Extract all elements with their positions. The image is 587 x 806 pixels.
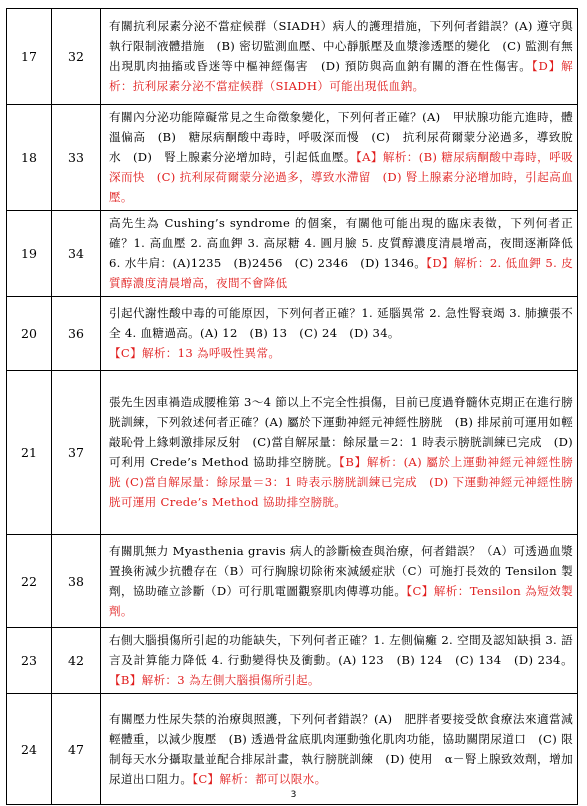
row-index: 21 [7,371,52,535]
answer-explanation: 【D】解析：2. 低血鉀 5. 皮質醇濃度清晨增高，夜間不會降低 [109,256,573,290]
row-index: 17 [7,9,52,105]
question-number: 37 [52,371,101,535]
answer-explanation: 【A】解析：(B) 糖尿病酮酸中毒時，呼吸深而快 (C) 抗利尿荷爾蒙分泌過多，導致水滯留 (D) 腎上腺素分泌增加時，引起高血壓。 [109,150,573,204]
answer-explanation: 【D】解析：抗利尿素分泌不當症候群（SIADH）可能出現低血鈉。 [109,59,573,93]
table-row [7,371,578,535]
question-text: 高先生為 Cushing’s syndrome 的個案，有關他可能出現的臨床表徵，下列何者正確？1. 高血壓 2. 高血鉀 3. 高尿糖 4. 圓月臉 5. 皮質醇濃度清晨增高，夜間逐漸降低 6. 水牛肩：(A)1235 (B)2456 (C) 2346 (D) 1346。 [109,216,573,270]
row-index: 19 [7,211,52,297]
question-cell [101,628,578,694]
question-text: 右側大腦損傷所引起的功能缺失，下列何者正確？1. 左側偏癱 2. 空間及認知缺損 3. 語言及計算能力降低 4. 行動變得快及衝動。(A) 123 (B) 124 (C) 134 (D) 234。 [109,633,573,667]
question-number: 34 [52,211,101,297]
question-number: 32 [52,9,101,105]
row-index: 18 [7,105,52,211]
question-text: 有關肌無力 Myasthenia gravis 病人的診斷檢查與治療，何者錯誤？（A）可透過血漿置換術減少抗體存在（B）可行胸腺切除術來減緩症狀（C）可施打長效的 Tensilon 製劑，協助確立診斷（D）可行肌電圖觀察肌肉傳導功能。 [109,543,573,598]
question-number: 47 [52,694,101,805]
question-number: 36 [52,297,101,371]
question-cell [101,371,578,535]
question-number: 33 [52,105,101,211]
question-text: 有關壓力性尿失禁的治療與照護，下列何者錯誤？(A) 肥胖者要接受飲食療法來適當減輕體重，以減少腹壓 (B) 透過骨盆底肌肉運動強化肌肉功能，協助關閉尿道口 (C) 限制每天水分攝取量並配合排尿計畫，執行膀胱訓練 (D) 使用 α－腎上腺致效劑，增加尿道出口阻力。 [109,711,573,786]
answer-explanation: 【B】解析：(A) 屬於上運動神經元神經性膀胱 (C)當自解尿量：餘尿量＝3：1 時表示膀胱訓練已完成 (D) 下運動神經元神經性膀胱可運用 Crede’s Method 協助排空膀胱。 [109,455,573,509]
question-cell [101,9,578,105]
question-text: 引起代謝性酸中毒的可能原因，下列何者正確？1. 延腦異常 2. 急性腎衰竭 3. 肺擴張不全 4. 血糖過高。(A) 12 (B) 13 (C) 24 (D) 34。 [109,306,573,340]
question-number: 38 [52,535,101,628]
question-cell [101,297,578,371]
table-row [7,535,578,628]
row-index: 24 [7,694,52,805]
question-text: 有關抗利尿素分泌不當症候群（SIADH）病人的護理措施，下列何者錯誤？(A) 遵守與執行限制液體措施 (B) 密切監測血壓、中心靜脈壓及血漿滲透壓的變化 (C) 監測有無出現肌肉抽搐或昏迷等中樞神經傷害 (D) 預防與高血鈉有關的潛在性傷害。 [109,19,573,73]
table-row [7,297,578,371]
page-number: 3 [290,790,297,800]
row-index: 20 [7,297,52,371]
table-row [7,694,578,805]
answer-explanation: 【C】解析：13 為呼吸性異常。 [109,346,281,360]
question-number: 42 [52,628,101,694]
table-row [7,211,578,297]
table-row [7,628,578,694]
question-table [6,8,578,805]
question-cell [101,211,578,297]
answer-explanation: 【C】解析：都可以限水。 [192,771,327,786]
table-row [7,105,578,211]
table-row [7,9,578,105]
question-text: 有關內分泌功能障礙常見之生命徵象變化，下列何者正確？(A) 甲狀腺功能亢進時，體溫偏高 (B) 糖尿病酮酸中毒時，呼吸深而慢 (C) 抗利尿荷爾蒙分泌過多，導致脫水 (D) 腎上腺素分泌增加時，引起低血壓。 [109,110,573,164]
question-cell [101,694,578,805]
question-text: 張先生因車禍造成腰椎第 3～4 節以上不完全性損傷，目前已度過脊髓休克期正在進行膀胱訓練，下列敘述何者正確？(A) 屬於下運動神經元神經性膀胱 (B) 排尿前可運用如輕敲恥骨上緣刺激排尿反射 (C)當自解尿量：餘尿量＝2：1 時表示膀胱訓練已完成 (D) 可利用 Crede’s Method 協助排空膀胱。 [109,395,573,469]
answer-explanation: 【C】解析：Tensilon 為短效製劑。 [109,583,573,618]
answer-explanation: 【B】解析：3 為左側大腦損傷所引起。 [109,673,320,687]
row-index: 23 [7,628,52,694]
row-index: 22 [7,535,52,628]
question-cell [101,535,578,628]
question-cell [101,105,578,211]
